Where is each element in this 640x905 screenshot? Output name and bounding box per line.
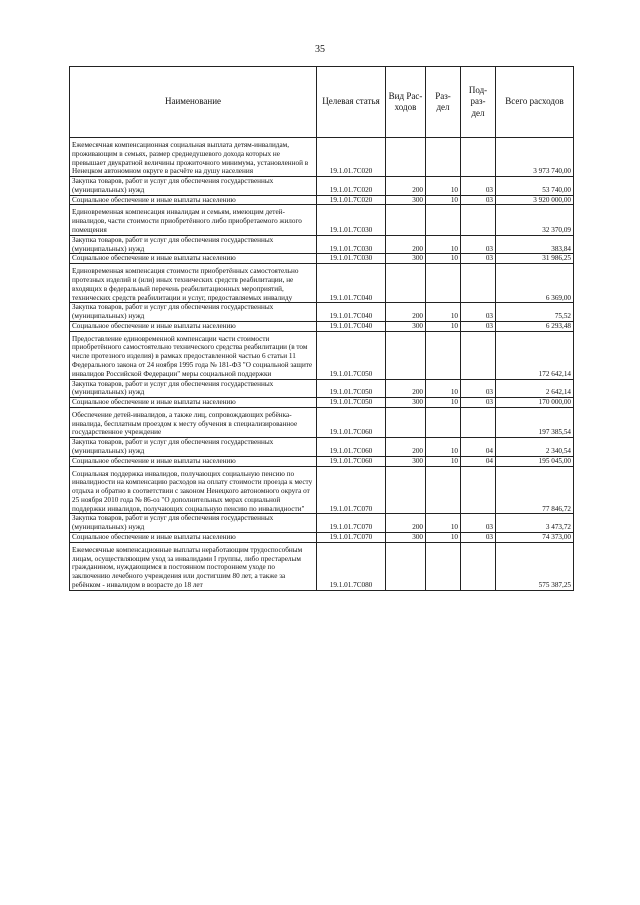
cell-razdel: 10 [426,321,461,331]
cell-total: 2 340,54 [496,438,574,457]
cell-razdel [426,407,461,437]
table-row [70,177,574,196]
cell-code: 19.1.01.7С070 [317,533,386,543]
cell-razdel [426,138,461,177]
cell-code: 19.1.01.7С070 [317,514,386,533]
header-razdel: Раз- дел [426,67,461,138]
cell-podrazdel [461,466,496,514]
cell-total: 575 387,25 [496,542,574,590]
cell-total: 32 370,09 [496,205,574,235]
cell-name: Закупка товаров, работ и услуг для обеспечения государственных (муниципальных) нужд [70,514,317,533]
cell-total: 197 385,54 [496,407,574,437]
cell-code: 19.1.01.7С020 [317,138,386,177]
page-number: 35 [315,44,325,55]
table-row [70,407,574,437]
cell-razdel: 10 [426,533,461,543]
table-body [70,138,574,591]
cell-podrazdel: 04 [461,456,496,466]
cell-vid: 300 [386,398,426,408]
cell-total: 3 473,72 [496,514,574,533]
cell-vid: 300 [386,195,426,205]
cell-total: 3 920 000,00 [496,195,574,205]
cell-name: Предоставление единовременной компенсации части стоимости приобретённого самостоятельно технического средства реабилитации (в том числе протезного изделия) в рамках предоставленной частью 6 статьи 11 Федерального закона от 24 ноября 1995 года № 181-ФЗ "О социальной защите инвалидов Российской Федерации" меры социальной поддержки [70,331,317,379]
cell-code: 19.1.01.7С080 [317,542,386,590]
cell-total: 31 986,25 [496,254,574,264]
cell-podrazdel: 03 [461,177,496,196]
cell-name: Социальное обеспечение и иные выплаты населению [70,533,317,543]
cell-razdel: 10 [426,177,461,196]
table-row [70,264,574,303]
cell-razdel: 10 [426,398,461,408]
cell-podrazdel: 03 [461,514,496,533]
table-row [70,138,574,177]
cell-vid [386,264,426,303]
cell-name: Единовременная компенсация стоимости приобретённых самостоятельно протезных изделий и (или) иных технических средств реабилитации, не входящих в федеральный перечень реабилитационных мероприятий, технических средств реабилитации и услуг, предоставляемых инвалиду [70,264,317,303]
header-podrazdel: Под- раз- дел [461,67,496,138]
table-row [70,235,574,254]
cell-name: Единовременная компенсация инвалидам и семьям, имеющим детей-инвалидов, части стоимости приобретённого либо приобретаемого жилого помещения [70,205,317,235]
cell-total: 6 369,00 [496,264,574,303]
table-row [70,331,574,379]
cell-name: Закупка товаров, работ и услуг для обеспечения государственных (муниципальных) нужд [70,177,317,196]
cell-name: Социальное обеспечение и иные выплаты населению [70,398,317,408]
cell-podrazdel: 03 [461,303,496,322]
cell-vid: 200 [386,303,426,322]
cell-code: 19.1.01.7С050 [317,379,386,398]
cell-total: 2 642,14 [496,379,574,398]
cell-vid: 300 [386,254,426,264]
cell-podrazdel [461,264,496,303]
cell-vid [386,466,426,514]
table-row [70,542,574,590]
cell-razdel: 10 [426,438,461,457]
table-row [70,514,574,533]
cell-total: 53 740,00 [496,177,574,196]
table-row [70,379,574,398]
cell-podrazdel: 03 [461,235,496,254]
cell-vid [386,542,426,590]
cell-podrazdel [461,542,496,590]
table-row [70,303,574,322]
cell-podrazdel: 03 [461,533,496,543]
cell-vid [386,331,426,379]
cell-code: 19.1.01.7С030 [317,235,386,254]
cell-total: 74 373,00 [496,533,574,543]
cell-razdel [426,264,461,303]
cell-code: 19.1.01.7С060 [317,438,386,457]
cell-razdel [426,205,461,235]
cell-code: 19.1.01.7С020 [317,195,386,205]
cell-total: 77 846,72 [496,466,574,514]
cell-code: 19.1.01.7С030 [317,254,386,264]
cell-code: 19.1.01.7С050 [317,398,386,408]
table-row [70,195,574,205]
cell-code: 19.1.01.7С040 [317,303,386,322]
cell-razdel: 10 [426,235,461,254]
cell-name: Закупка товаров, работ и услуг для обеспечения государственных (муниципальных) нужд [70,379,317,398]
cell-razdel: 10 [426,303,461,322]
cell-total: 75,52 [496,303,574,322]
cell-vid: 200 [386,438,426,457]
cell-podrazdel [461,138,496,177]
cell-podrazdel [461,407,496,437]
cell-podrazdel: 03 [461,398,496,408]
cell-podrazdel [461,331,496,379]
cell-razdel: 10 [426,254,461,264]
table-row [70,533,574,543]
cell-razdel [426,542,461,590]
cell-vid: 300 [386,321,426,331]
cell-vid: 300 [386,533,426,543]
cell-code: 19.1.01.7С030 [317,205,386,235]
cell-vid [386,205,426,235]
table-row [70,254,574,264]
cell-total: 3 973 740,00 [496,138,574,177]
cell-razdel: 10 [426,379,461,398]
cell-code: 19.1.01.7С070 [317,466,386,514]
cell-vid: 200 [386,177,426,196]
cell-code: 19.1.01.7С040 [317,321,386,331]
cell-name: Социальное обеспечение и иные выплаты населению [70,195,317,205]
cell-vid [386,138,426,177]
cell-name: Закупка товаров, работ и услуг для обеспечения государственных (муниципальных) нужд [70,438,317,457]
cell-total: 6 293,48 [496,321,574,331]
cell-vid: 300 [386,456,426,466]
cell-podrazdel: 03 [461,379,496,398]
cell-vid: 200 [386,514,426,533]
cell-name: Закупка товаров, работ и услуг для обеспечения государственных (муниципальных) нужд [70,235,317,254]
cell-name: Социальное обеспечение и иные выплаты населению [70,321,317,331]
header-code: Целевая статья [317,67,386,138]
cell-name: Ежемесячная компенсационная социальная выплата детям-инвалидам, проживающим в семьях, размер среднедушевого дохода которых не превышает двукратной величины прожиточного минимума, установленной в Ненецком автономном округе в расчёте на душу населения [70,138,317,177]
cell-vid: 200 [386,379,426,398]
cell-code: 19.1.01.7С060 [317,407,386,437]
cell-name: Социальное обеспечение и иные выплаты населению [70,254,317,264]
header-total: Всего расходов [496,67,574,138]
table-row [70,321,574,331]
cell-razdel: 10 [426,456,461,466]
cell-podrazdel [461,205,496,235]
cell-name: Социальное обеспечение и иные выплаты населению [70,456,317,466]
cell-total: 195 045,00 [496,456,574,466]
table-row [70,438,574,457]
cell-vid [386,407,426,437]
cell-razdel [426,466,461,514]
header-name: Наименование [70,67,317,138]
table-row [70,205,574,235]
cell-podrazdel: 03 [461,195,496,205]
cell-razdel: 10 [426,195,461,205]
cell-total: 383,84 [496,235,574,254]
cell-name: Обеспечение детей-инвалидов, а также лиц, сопровождающих ребёнка-инвалида, бесплатным проездом к месту обучения в специализированное государственное учреждение [70,407,317,437]
table-row [70,466,574,514]
cell-podrazdel: 03 [461,254,496,264]
cell-total: 170 000,00 [496,398,574,408]
cell-code: 19.1.01.7С050 [317,331,386,379]
cell-name: Ежемесячные компенсационные выплаты неработающим трудоспособным лицам, осуществляющим уход за инвалидами I группы, либо престарелым гражданином, нуждающимся в постоянном постороннем уходе по заключению лечебного учреждения или достигшим 80 лет, а также за ребёнком - инвалидом в возрасте до 18 лет [70,542,317,590]
cell-razdel: 10 [426,514,461,533]
cell-total: 172 642,14 [496,331,574,379]
table-header-row [70,67,574,138]
cell-code: 19.1.01.7С020 [317,177,386,196]
cell-code: 19.1.01.7С040 [317,264,386,303]
cell-vid: 200 [386,235,426,254]
cell-code: 19.1.01.7С060 [317,456,386,466]
cell-podrazdel: 03 [461,321,496,331]
header-vid: Вид Рас- ходов [386,67,426,138]
cell-name: Закупка товаров, работ и услуг для обеспечения государственных (муниципальных) нужд [70,303,317,322]
cell-podrazdel: 04 [461,438,496,457]
budget-table [69,66,574,591]
cell-razdel [426,331,461,379]
table-row [70,398,574,408]
table-row [70,456,574,466]
cell-name: Социальная поддержка инвалидов, получающих социальную пенсию по инвалидности на компенсацию расходов на оплату стоимости проезда к месту отдыха и обратно в соответствии с законом Ненецкого автономного округа от 25 ноября 2010 года № 86-оз "О дополнительных мерах социальной поддержки инвалидов, получающих социальную пенсию по инвалидности" [70,466,317,514]
